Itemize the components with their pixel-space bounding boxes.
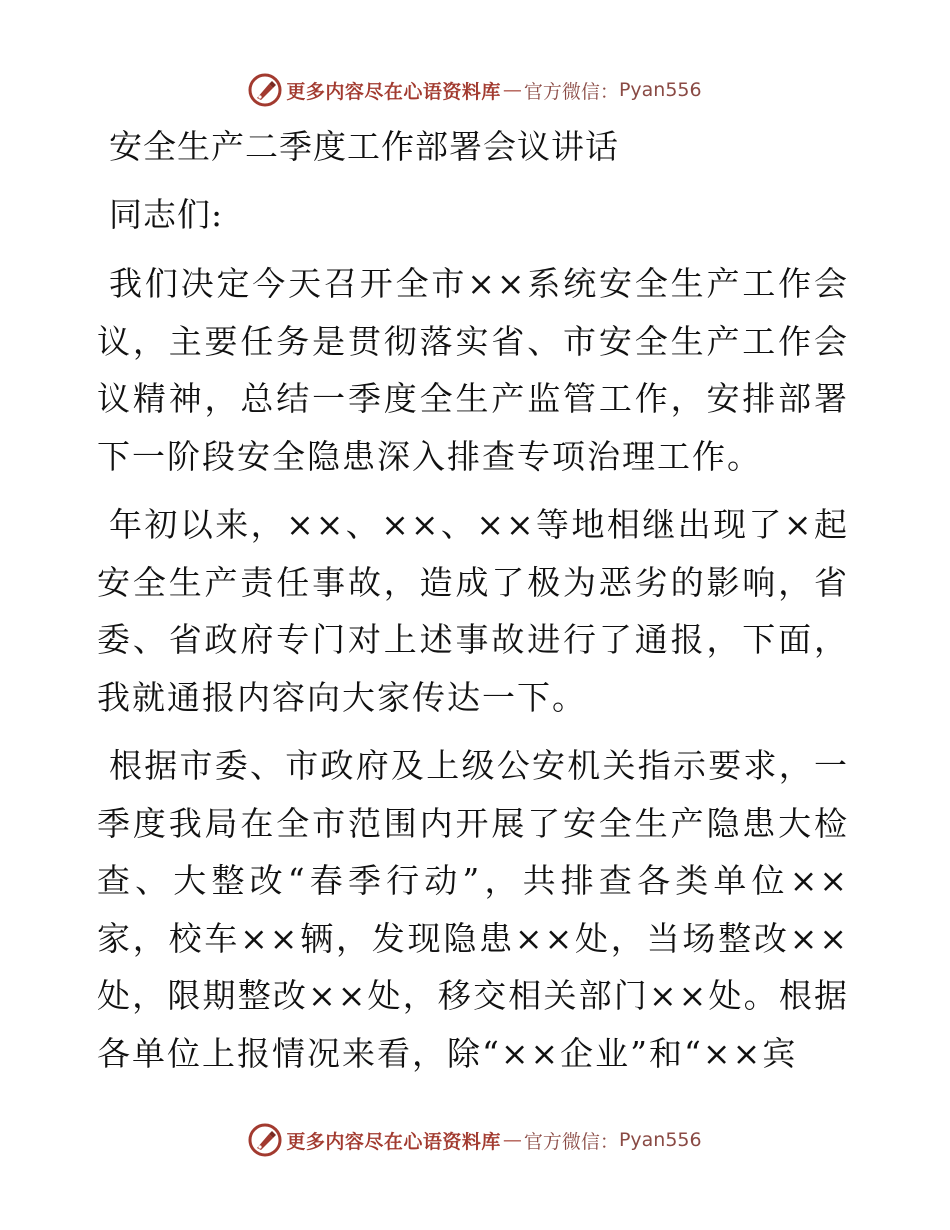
salutation: 同志们: — [109, 195, 224, 234]
footer-watermark — [0, 1120, 950, 1160]
watermark-wechat-id: Pyan556 — [618, 1129, 702, 1151]
pen-nib-logo-icon — [248, 1123, 282, 1157]
watermark-wechat-id: Pyan556 — [618, 79, 702, 101]
paragraph-2: 年初以来，××、××、××等地相继出现了×起安全生产责任事故，造成了极为恶劣的影响，省委、省政府专门对上述事故进行了通报，下面，我就通报内容向大家传达一下。 — [97, 505, 849, 717]
document-title: 安全生产二季度工作部署会议讲话 — [109, 127, 619, 166]
watermark-label: 官方微信： — [523, 80, 619, 103]
document-body — [97, 118, 849, 1082]
watermark-label: 官方微信： — [523, 1130, 619, 1153]
watermark-brand: 更多内容尽在心语资料库 — [286, 1130, 501, 1153]
header-watermark — [0, 70, 950, 110]
paragraph-1: 我们决定今天召开全市××系统安全生产工作会议，主要任务是贯彻落实省、市安全生产工作会议精神，总结一季度全生产监管工作，安排部署下一阶段安全隐患深入排查专项治理工作。 — [97, 264, 849, 476]
watermark-brand: 更多内容尽在心语资料库 — [286, 80, 501, 103]
pen-nib-logo-icon — [248, 73, 282, 107]
watermark-separator: — — [502, 79, 522, 101]
paragraph-3: 根据市委、市政府及上级公安机关指示要求，一季度我局在全市范围内开展了安全生产隐患大检查、大整改“春季行动”，共排查各类单位××家，校车××辆，发现隐患××处，当场整改××处，限期整改××处，移交相关部门××处。根据各单位上报情况来看，除“××企业”和“××宾 — [97, 746, 849, 1073]
watermark-separator: — — [502, 1129, 522, 1151]
